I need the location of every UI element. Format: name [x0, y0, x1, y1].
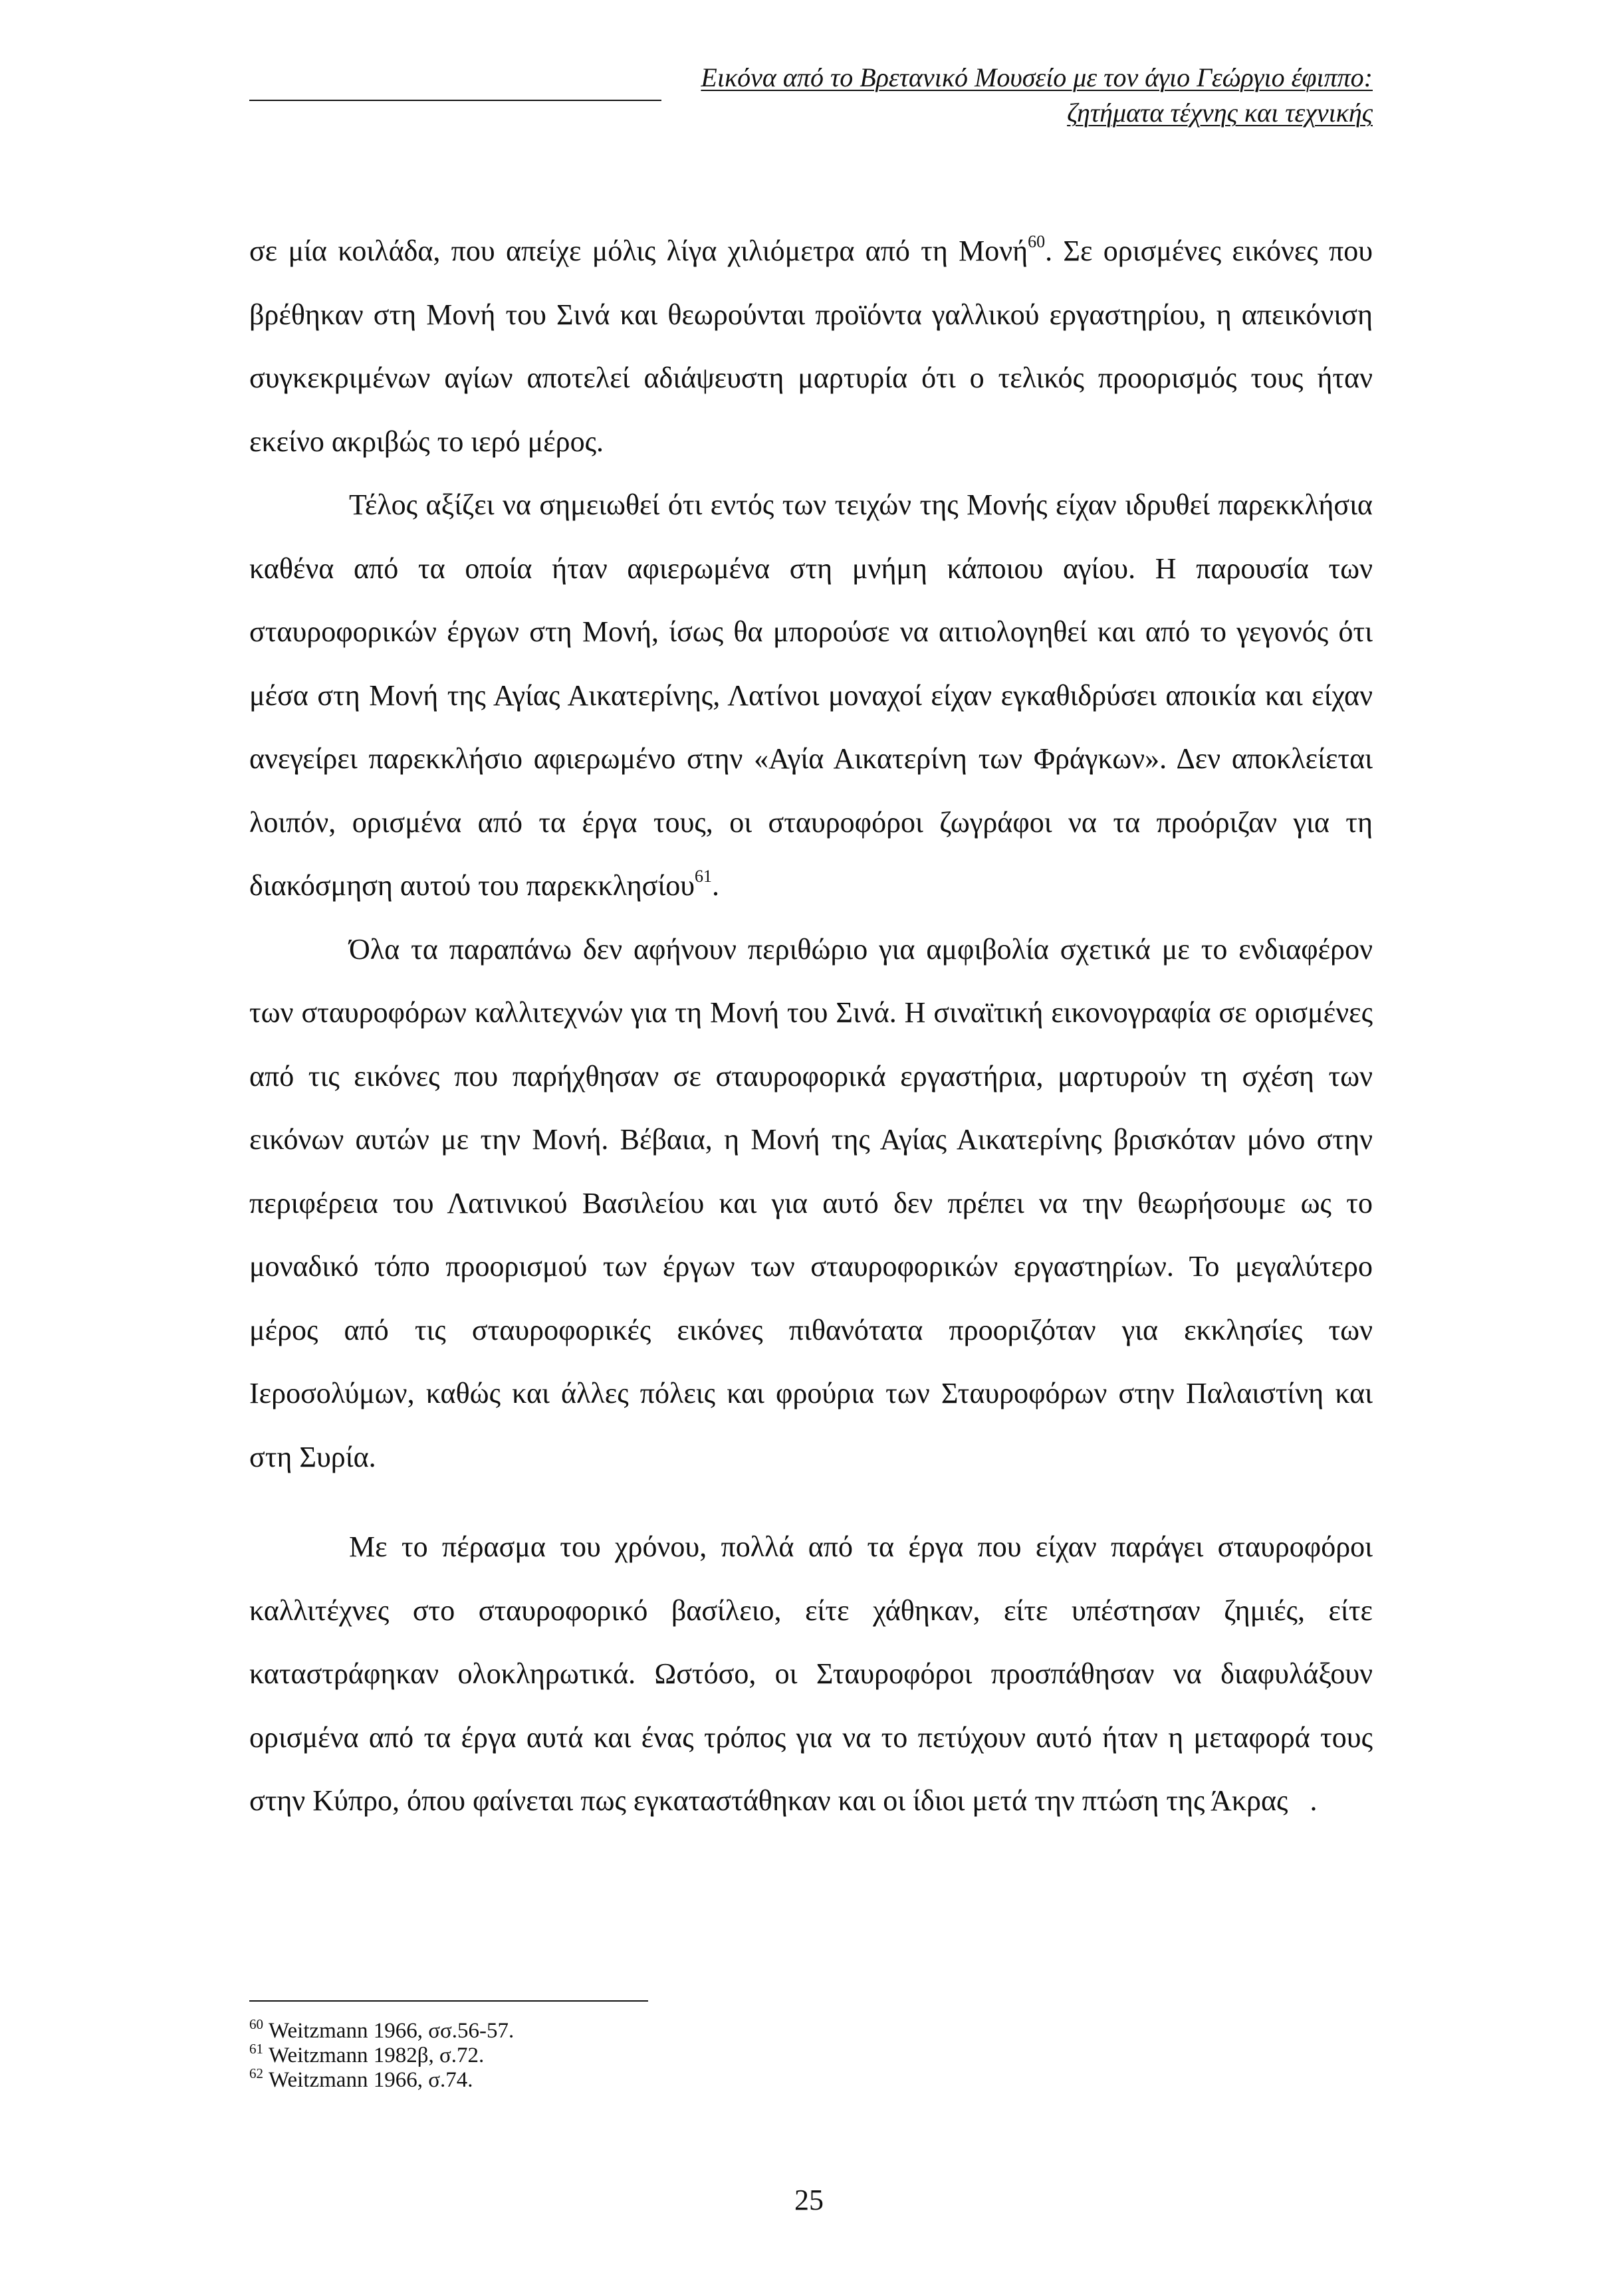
footnote-61: $^{61}$ Weitzmann 1982β, σ.72.: [249, 2041, 485, 2067]
paragraph-1: σε μία κοιλάδα, που απείχε μόλις λίγα χιλιόμετρα από τη Μονή$^{60}$. Σε ορισμένες εικόνες που βρέθηκαν στη Μονή του Σινά και θεωρούνται προϊόντα γαλλικού εργαστηρίου, η απεικόνιση συγκεκριμένων αγίων αποτελεί αδιάψευστη μαρτυρία ότι ο τελικός προορισμός τους ήταν εκείνο ακριβώς το ιερό μέρος.: [249, 232, 1373, 458]
footnote-60: $^{60}$ Weitzmann 1966, σσ.56-57.: [249, 2016, 515, 2043]
footnote-separator: [249, 2000, 648, 2002]
paragraph-3: Όλα τα παραπάνω δεν αφήνουν περιθώριο για αμφιβολία σχετικά με το ενδιαφέρον των σταυροφόρων καλλιτεχνών για τη Μονή του Σινά. Η σιναϊτική εικονογραφία σε ορισμένες από τις εικόνες που παρήχθησαν σε σταυροφορικά εργαστήρια, μαρτυρούν τη σχέση των εικόνων αυτών με την Μονή. Βέβαια, η Μονή της Αγίας Αικατερίνης βρισκόταν μόνο στην περιφέρεια του Λατινικού Βασιλείου και για αυτό δεν πρέπει να την θεωρήσουμε ως το μοναδικό τόπο προορισμού των έργων των σταυροφορικών εργαστηρίων. Το μεγαλύτερο μέρος από τις σταυροφορικές εικόνες πιθανότατα προοριζόταν για εκκλησίες των Ιεροσολύμων, καθώς και άλλες πόλεις και φρούρια των Σταυροφόρων στην Παλαιστίνη και στη Συρία.: [249, 932, 1373, 1473]
page-number: 25: [794, 2184, 824, 2216]
running-header: [249, 60, 1373, 130]
header-rule: [249, 100, 661, 101]
footnote-62: $^{62}$ Weitzmann 1966, σ.74.: [249, 2065, 473, 2092]
paragraph-4: Με το πέρασμα του χρόνου, πολλά από τα έργα που είχαν παράγει σταυροφόροι καλλιτέχνες στο σταυροφορικό βασίλειο, είτε χάθηκαν, είτε υπέστησαν ζημιές, είτε καταστράφηκαν ολοκληρωτικά. Ωστόσο, οι Σταυροφόροι προσπάθησαν να διαφυλάξουν ορισμένα από τα έργα αυτά και ένας τρόπος για να το πετύχουν αυτό ήταν η μεταφορά τους στην Κύπρο, όπου φαίνεται πως εγκαταστάθηκαν και οι ίδιοι μετά την πτώση της Άκρας .: [249, 1530, 1373, 1817]
paragraph-2: Τέλος αξίζει να σημειωθεί ότι εντός των τειχών της Μονής είχαν ιδρυθεί παρεκκλήσια καθένα από τα οποία ήταν αφιερωμένα στη μνήμη κάποιου αγίου. Η παρουσία των σταυροφορικών έργων στη Μονή, ίσως θα μπορούσε να αιτιολογηθεί και από το γεγονός ότι μέσα στη Μονή της Αγίας Αικατερίνης, Λατίνοι μοναχοί είχαν εγκαθιδρύσει αποικία και είχαν ανεγείρει παρεκκλήσιο αφιερωμένο στην «Αγία Αικατερίνη των Φράγκων». Δεν αποκλείεται λοιπόν, ορισμένα από τα έργα τους, οι σταυροφόροι ζωγράφοι να τα προόριζαν για τη διακόσμηση αυτού του παρεκκλησίου$^{61}$.: [249, 488, 1373, 902]
running-header-title: Εικόνα από το Βρετανικό Μουσείο με τον άγιο Γεώργιο έφιππο:: [701, 62, 1373, 92]
running-header-subtitle: ζητήματα τέχνης και τεχνικής: [1067, 98, 1373, 128]
footnotes: [249, 2016, 1373, 2093]
body-text: [249, 219, 1373, 1833]
footnote-ref-60: 60: [1028, 232, 1046, 251]
footnote-ref-61: 61: [695, 867, 712, 886]
